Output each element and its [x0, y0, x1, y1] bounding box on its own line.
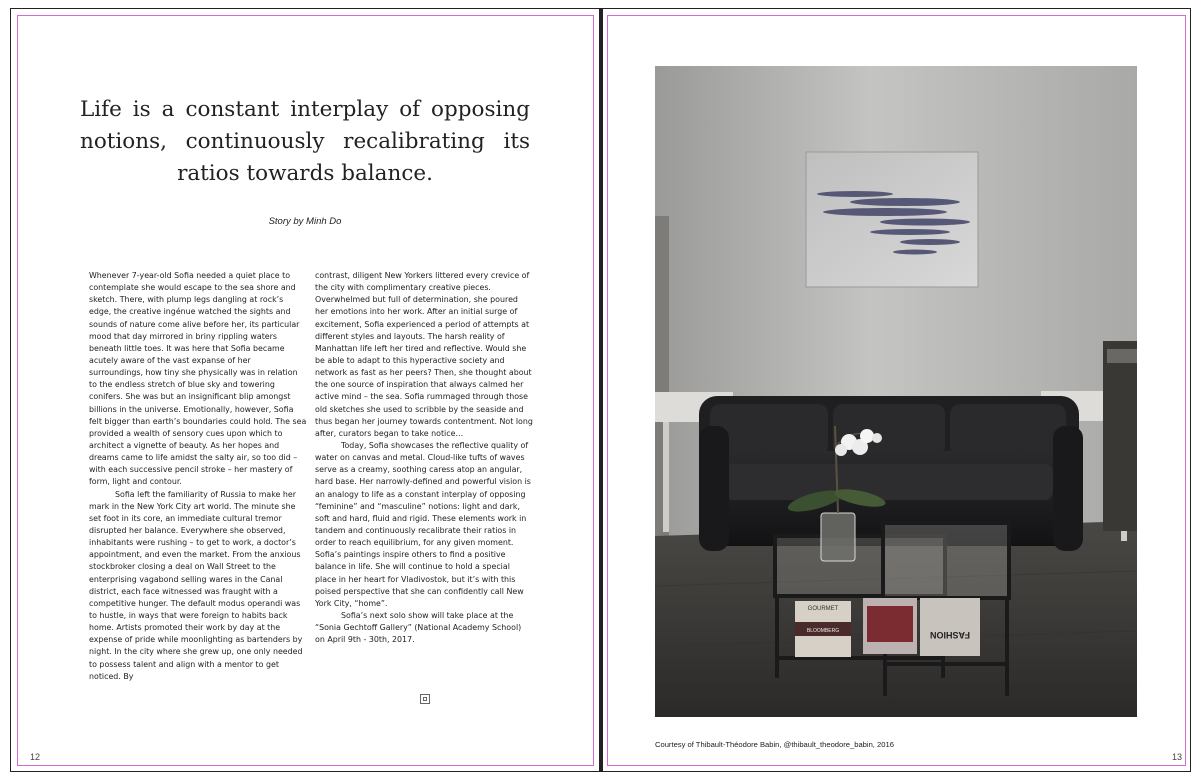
living-room-photo-illustration [655, 66, 1137, 717]
photo-caption: Courtesy of Thibault-Théodore Babin, @thibault_theodore_babin, 2016 [655, 740, 894, 749]
magazine-title: FASHION [929, 630, 971, 640]
article-paragraph: Sofia left the familiarity of Russia to make her mark in the New York City art world. The minute she set foot in its core, an immediate cultural tremor disrupted her balance. Everywhere she observed, inhabitants were rushing – to get to work, a doctor’s appointment, and even the market. From the anxious stockbroker closing a deal on Wall Street to the enterprising vagabond selling wares in the Canal district, each face witnessed was fraught with a competitive hunger. The default modus operandi was to hustle, in ways that were foreign to habits back home. Artists promoted their work by day at the expense of pride while moonlighting as bartenders by night. In the city where she grew up, one only needed to possess talent and align with a mentor to get noticed. By [89, 489, 303, 681]
left-page [10, 8, 600, 772]
article-paragraph: Today, Sofia showcases the reflective quality of water on canvas and metal. Cloud-like tufts of waves serve as a creamy, soothing caress atop an angular, hard base. Her narrowly-defined and powerful vision is an analogy to life as a constant interplay of opposing “feminine” and “masculine” notions: light and dark, soft and hard, fluid and rigid. These elements work in tandem and continuously recalibrate their ratios in order to reach equilibrium, for any given moment. Sofia’s paintings inspire others to find a positive balance in life. She will continue to hold a special place in her heart for Vladivostok, but it’s with this poised perspective that she can confidently call New York City, “home”. [315, 440, 531, 608]
right-page [602, 8, 1191, 772]
text-column-2 [315, 270, 533, 646]
article-paragraph: contrast, diligent New Yorkers littered every crevice of the city with complimentary creative pieces. Overwhelmed but full of determination, she poured her emotions into her work. After an initial surge of excitement, Sofia experienced a period of attempts at different styles and layouts. The harsh reality of Manhattan life left her tired and reflective. Would she be able to adapt to this hyperactive society and network as fast as her peers? Then, she thought about the one source of inspiration that always calmed her active mind – the sea. Sofia rummaged through those old sketches she used to scribble by the seaside and thus began her journey towards contentment. Not long after, curators began to take notice… [315, 271, 533, 438]
article-paragraph: Whenever 7-year-old Sofia needed a quiet place to contemplate she would escape to the sea shore and sketch. There, with plump legs dangling at rock’s edge, the creative ingénue watched the sights and sounds of nature come alive before her, its particular mood that day mirrored in briny rippling waters beneath little toes. It was here that Sofia became acutely aware of the vast expanse of her surroundings, how tiny she physically was in relation to the endless stretch of blue sky and towering conifers. She was but an insignificant blip amongst billions in the universe. Emotionally, however, Sofia felt bigger than earth’s boundaries could hold. The sea provided a wealth of sensory cues upon which to architect a vignette of beauty. As her hopes and dreams came to life amidst the salty air, so too did – with each successive pencil stroke – her mastery of form, light and contour. [89, 271, 307, 487]
end-of-story-icon [420, 694, 430, 704]
magazines [795, 598, 980, 657]
interior-photo [655, 66, 1137, 717]
text-column-1 [89, 270, 307, 683]
headline: Life is a constant interplay of opposing notions, continuously recalibrating its ratios towards balance. [80, 97, 530, 186]
dresser [1103, 341, 1137, 531]
byline: Story by Minh Do [268, 216, 342, 227]
page-number: 13 [1172, 752, 1183, 762]
article-paragraph: Sofia’s next solo show will take place at the “Sonia Gechtoff Gallery” (National Academy School) on April 9th - 30th, 2017. [315, 610, 522, 645]
magazine-title: GOURMET [807, 606, 839, 612]
page-number: 12 [30, 752, 41, 762]
magazine-title: BLOOMBERG [806, 628, 840, 634]
